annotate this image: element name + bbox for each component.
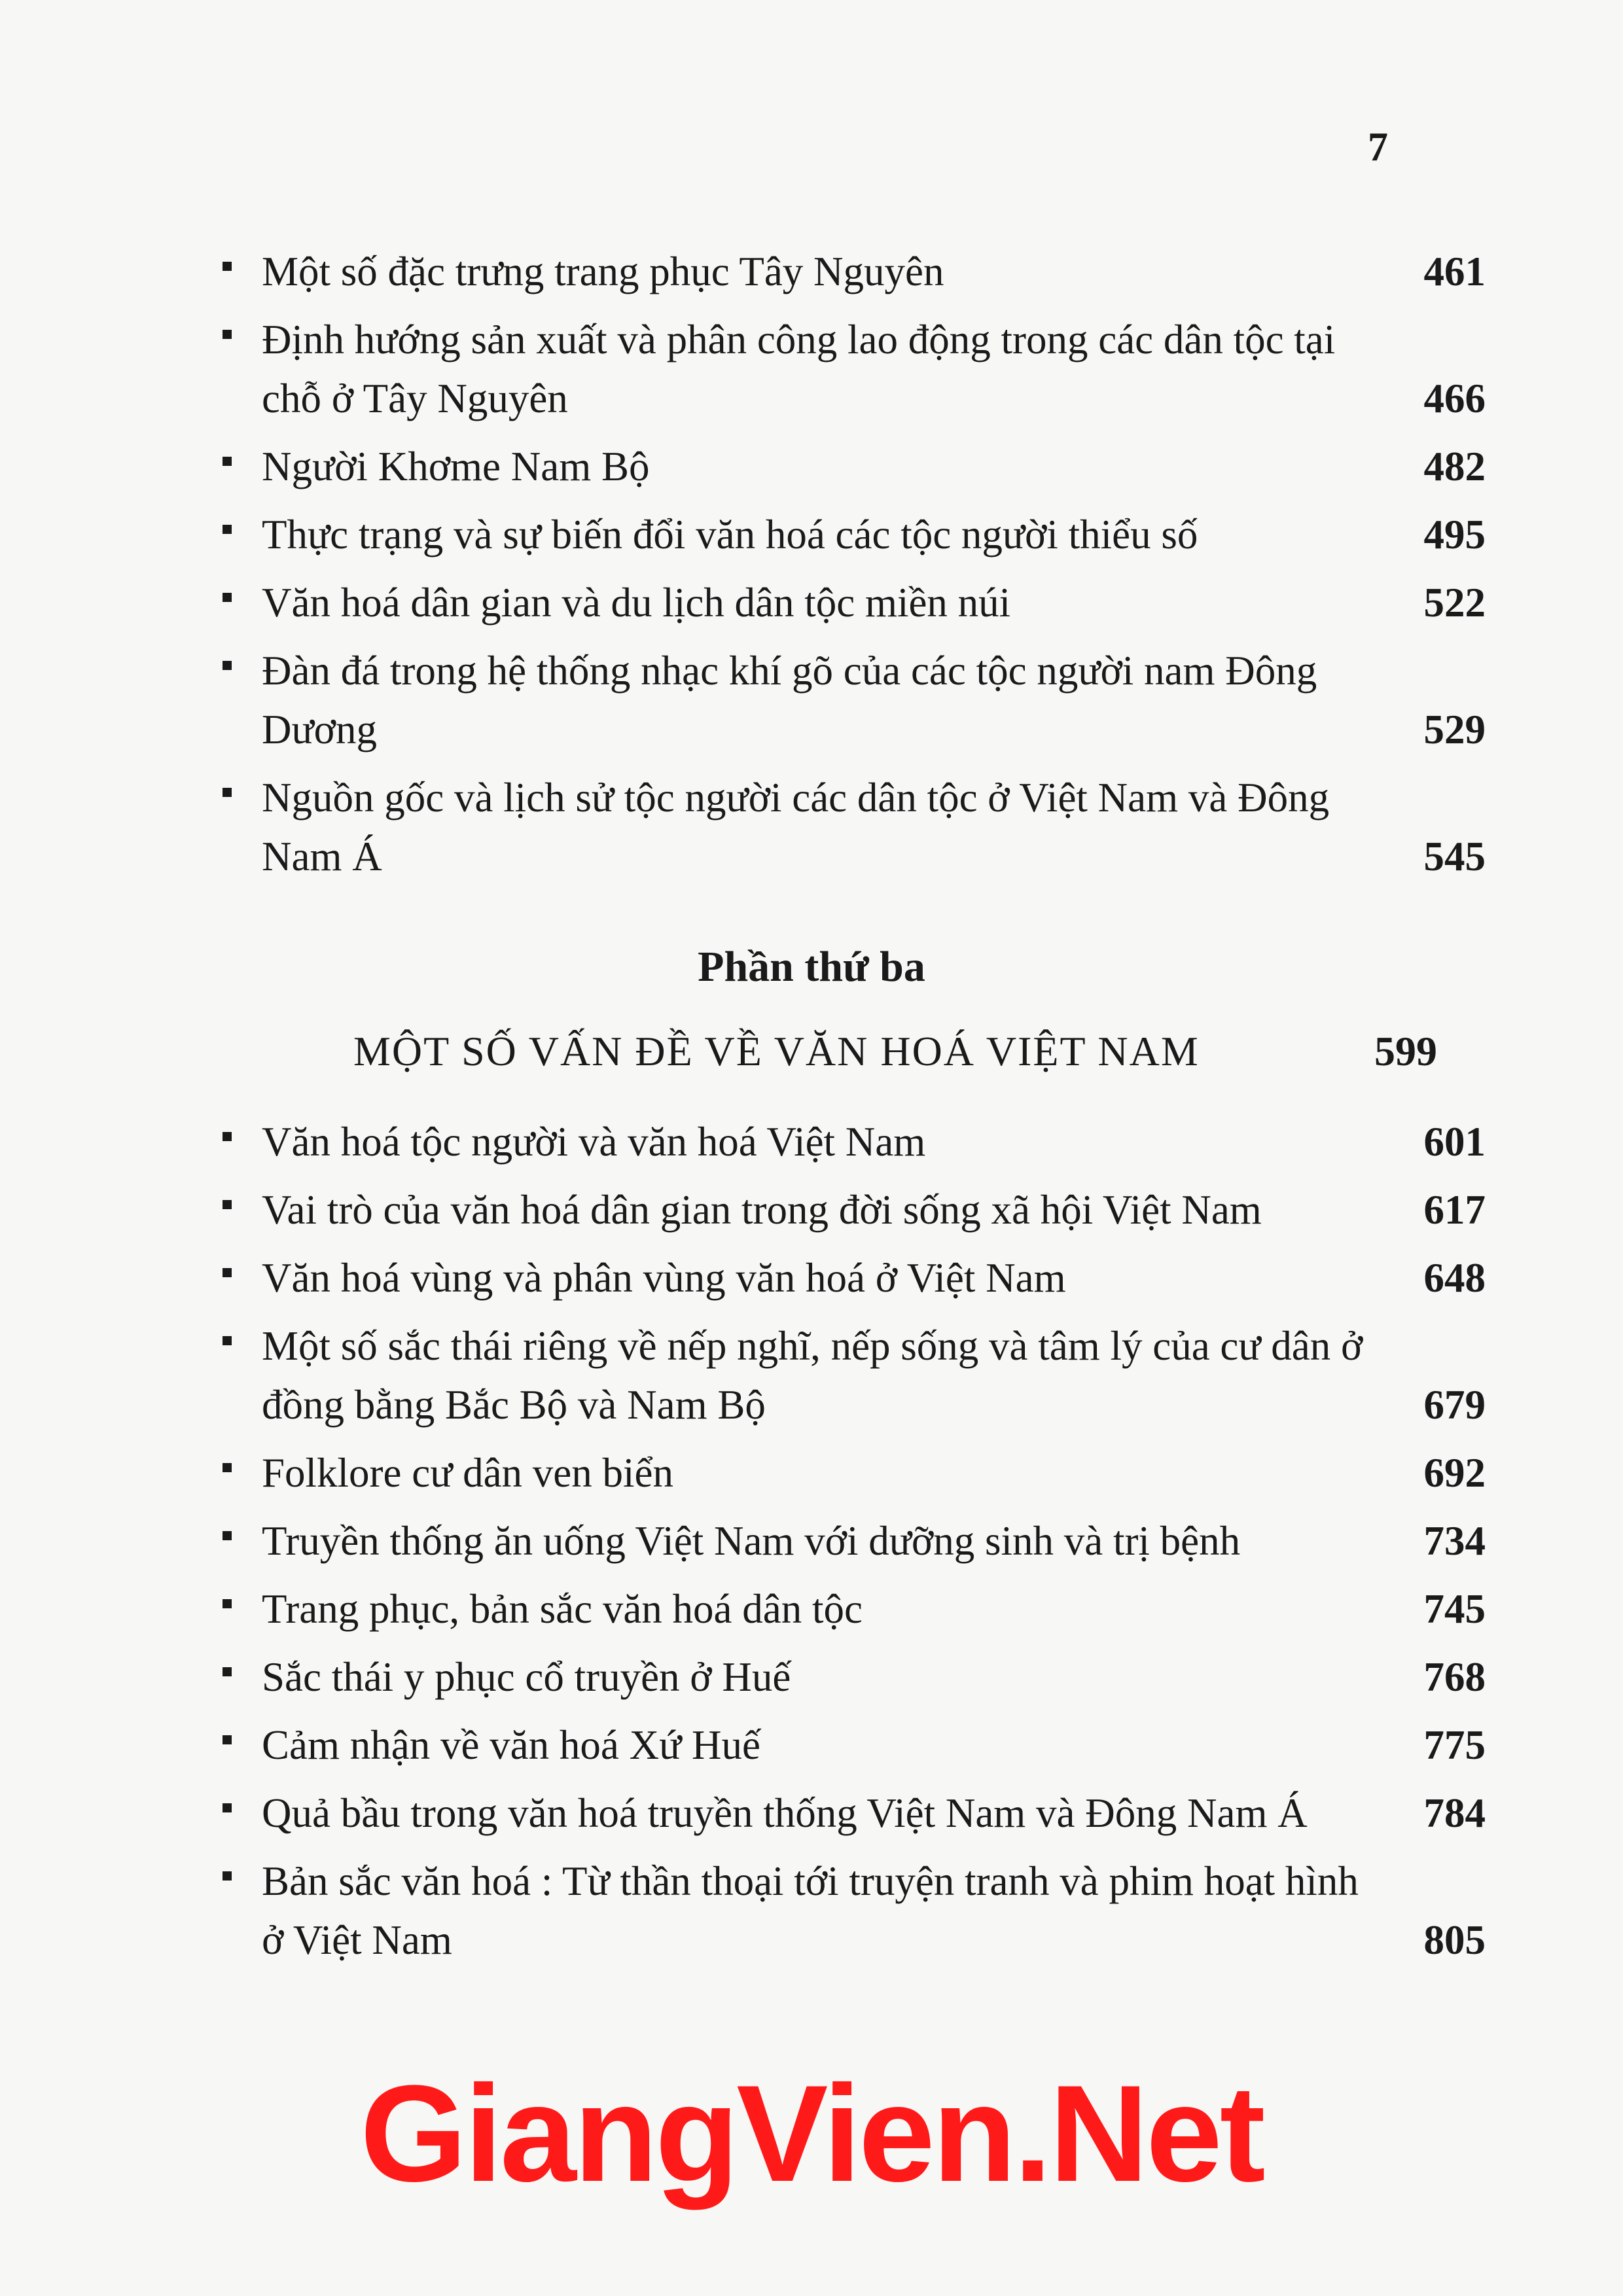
toc-entry-page: 617 — [1423, 1187, 1486, 1233]
toc-entry — [223, 573, 1486, 632]
section-title: MỘT SỐ VẤN ĐỀ VỀ VĂN HOÁ VIỆT NAM — [353, 1028, 1200, 1074]
bullet-icon — [223, 1200, 232, 1209]
toc-entry-page: 648 — [1423, 1255, 1486, 1301]
toc-entry-title: Một số đặc trưng trang phục Tây Nguyên — [262, 249, 944, 294]
page-number: 7 — [1368, 125, 1388, 169]
toc-entry — [223, 768, 1486, 886]
bullet-icon — [223, 330, 232, 339]
section-page-number: 599 — [1374, 1028, 1437, 1074]
toc-entry-title: Truyền thống ăn uống Việt Nam với dưỡng sinh và trị bệnh — [262, 1518, 1241, 1564]
toc-entry — [223, 437, 1486, 496]
toc-entry-page: 692 — [1423, 1450, 1486, 1496]
bullet-icon — [223, 1667, 232, 1676]
toc-entry — [223, 1248, 1486, 1307]
toc-entry-page: 495 — [1423, 512, 1486, 557]
toc-entry-title: Sắc thái y phục cổ truyền ở Huế — [262, 1654, 791, 1700]
toc-entry — [223, 505, 1486, 564]
toc-entry-page: 768 — [1423, 1654, 1486, 1700]
toc-entry — [223, 1112, 1486, 1171]
toc-entry — [223, 1648, 1486, 1706]
bullet-icon — [223, 262, 232, 271]
toc-entry — [223, 1784, 1486, 1843]
toc-entry — [223, 1716, 1486, 1775]
bullet-icon — [223, 1268, 232, 1277]
toc-entry-title: Trang phục, bản sắc văn hoá dân tộc — [262, 1586, 863, 1632]
bullet-icon — [223, 457, 232, 466]
toc-entry-title: Quả bầu trong văn hoá truyền thống Việt Nam và Đông Nam Á — [262, 1790, 1308, 1836]
toc-entry-title: Định hướng sản xuất và phân công lao động trong các dân tộc tại chỗ ở Tây Nguyên — [262, 317, 1336, 421]
toc-entry-title: Bản sắc văn hoá : Từ thần thoại tới truyện tranh và phim hoạt hình ở Việt Nam — [262, 1858, 1359, 1963]
bullet-icon — [223, 1463, 232, 1472]
toc-list-bottom — [223, 1112, 1486, 1979]
toc-entry-page: 679 — [1423, 1382, 1486, 1428]
bullet-icon — [223, 661, 232, 670]
bullet-icon — [223, 1599, 232, 1608]
toc-entry-page: 545 — [1423, 834, 1486, 879]
toc-entry-title: Văn hoá vùng và phân vùng văn hoá ở Việt Nam — [262, 1255, 1066, 1301]
toc-entry — [223, 641, 1486, 759]
toc-entry-page: 482 — [1423, 444, 1486, 489]
toc-entry-page: 805 — [1423, 1917, 1486, 1963]
toc-entry — [223, 1852, 1486, 1969]
bullet-icon — [223, 1336, 232, 1345]
toc-entry — [223, 1511, 1486, 1570]
toc-entry-title: Một số sắc thái riêng về nếp nghĩ, nếp sống và tâm lý của cư dân ở đồng bằng Bắc Bộ và Nam Bộ — [262, 1323, 1363, 1428]
toc-entry-page: 466 — [1423, 376, 1486, 421]
toc-entry — [223, 1580, 1486, 1638]
toc-entry-title: Văn hoá dân gian và du lịch dân tộc miền núi — [262, 580, 1011, 626]
toc-entry-title: Folklore cư dân ven biển — [262, 1450, 673, 1496]
toc-entry-page: 529 — [1423, 707, 1486, 752]
bullet-icon — [223, 593, 232, 602]
toc-entry-page: 745 — [1423, 1586, 1486, 1632]
toc-entry-page: 522 — [1423, 580, 1486, 626]
bullet-icon — [223, 1531, 232, 1540]
bullet-icon — [223, 1871, 232, 1881]
toc-entry-title: Vai trò của văn hoá dân gian trong đời sống xã hội Việt Nam — [262, 1187, 1262, 1233]
toc-entry-title: Nguồn gốc và lịch sử tộc người các dân tộc ở Việt Nam và Đông Nam Á — [262, 775, 1330, 879]
bullet-icon — [223, 788, 232, 797]
toc-entry-title: Thực trạng và sự biến đổi văn hoá các tộc người thiểu số — [262, 512, 1198, 557]
toc-entry-title: Đàn đá trong hệ thống nhạc khí gõ của các tộc người nam Đông Dương — [262, 648, 1317, 752]
toc-entry-page: 734 — [1423, 1518, 1486, 1564]
toc-entry — [223, 1180, 1486, 1239]
toc-entry-title: Văn hoá tộc người và văn hoá Việt Nam — [262, 1119, 926, 1165]
bullet-icon — [223, 1132, 232, 1141]
toc-entry-page: 775 — [1423, 1722, 1486, 1768]
toc-entry — [223, 242, 1486, 301]
toc-entry-page: 461 — [1423, 249, 1486, 294]
part-heading: Phần thứ ba — [698, 943, 925, 991]
bullet-icon — [223, 1735, 232, 1744]
toc-list-top — [223, 242, 1486, 895]
toc-entry-page: 784 — [1423, 1790, 1486, 1836]
toc-entry-title: Cảm nhận về văn hoá Xứ Huế — [262, 1722, 760, 1768]
toc-entry-page: 601 — [1423, 1119, 1486, 1165]
toc-entry — [223, 310, 1486, 428]
bullet-icon — [223, 1803, 232, 1812]
watermark-logo: GiangVien.Net — [360, 2057, 1263, 2210]
toc-entry — [223, 1443, 1486, 1502]
bullet-icon — [223, 525, 232, 534]
toc-entry — [223, 1316, 1486, 1434]
toc-entry-title: Người Khơme Nam Bộ — [262, 444, 650, 489]
